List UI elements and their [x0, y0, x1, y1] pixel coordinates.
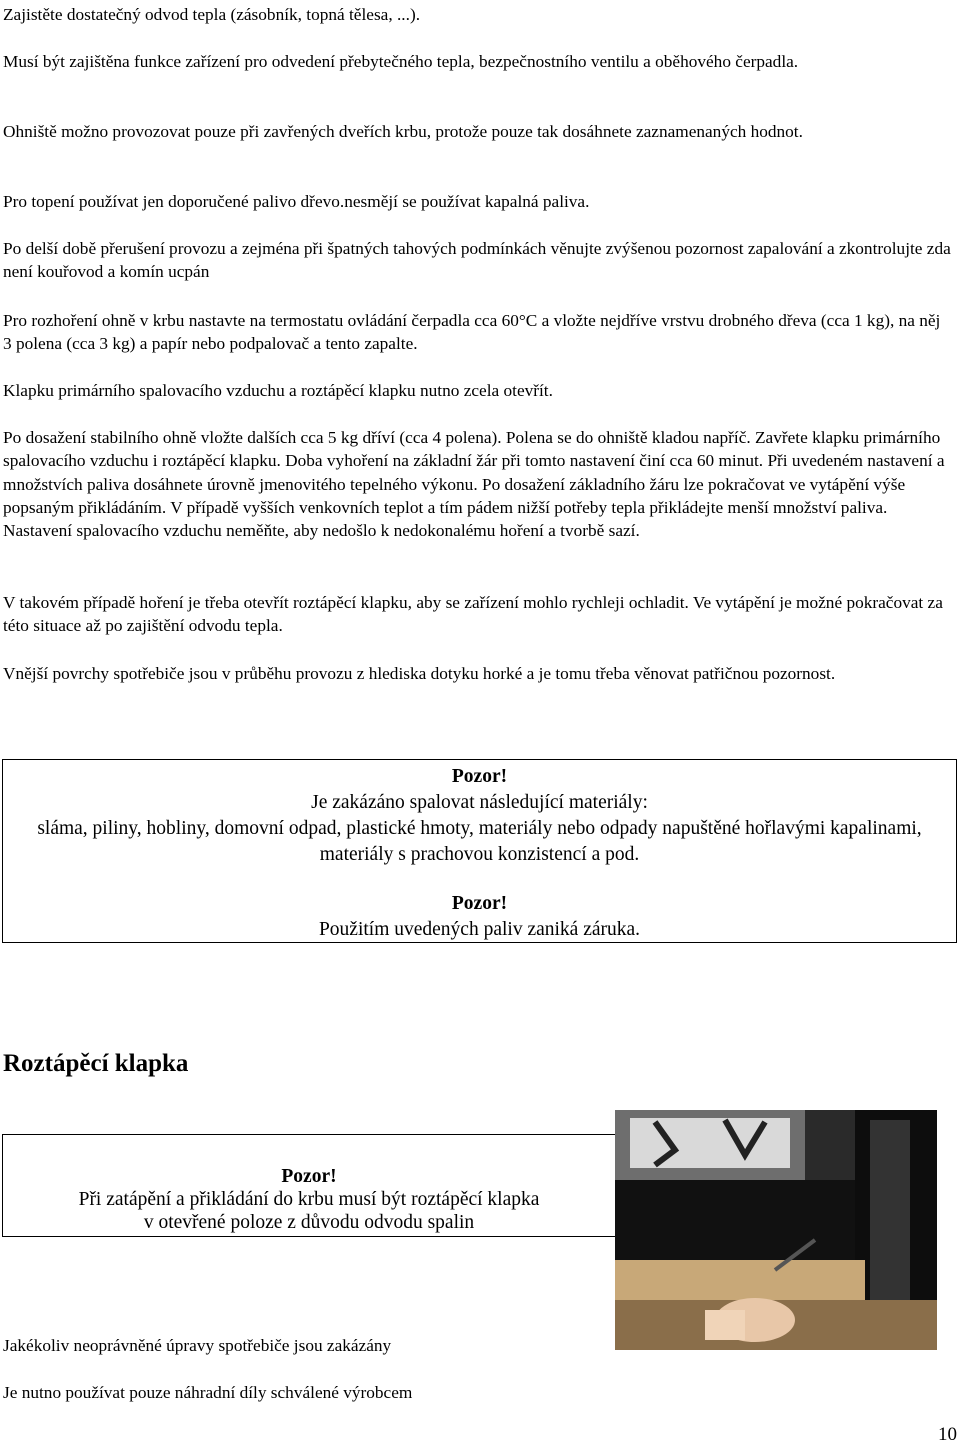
damper-warning-title: Pozor!	[281, 1166, 337, 1187]
paragraph-fuel: Pro topení používat jen doporučené palivo dřevo.nesmějí se používat kapalná paliva.	[3, 192, 590, 211]
warning-title: Pozor!	[451, 766, 508, 787]
warning-title-2: Pozor!	[451, 893, 508, 914]
damper-warning-line2: v otevřené poloze z důvodu odvodu spalin	[143, 1212, 475, 1233]
damper-warning-box	[2, 1134, 615, 1237]
paragraph-stable-fire: Po dosažení stabilního ohně vložte dalších cca 5 kg dříví (cca 4 polena). Polena se do ohniště kladou napříč. Zavřete klapku primárního spalovacího vzduchu i roztápěcí klapku. Doba vyhoření na základní žár při tomto nastavení činí cca 60 minut. Při uvedeném nastavení a množstvích paliva dosáhnete úrovně jmenovitého tepelného výkonu. Po dosažení základního žáru lze pokračovat ve vytápění výše popsaným přikládáním. V případě vyšších venkovních teplot a tím pádem nižší potřeby tepla přikládejte menší množství paliva. Nastavení spalovacího vzduchu neměňte, aby nedošlo k nedokonalému hoření a tvorbě sazí.	[3, 428, 945, 541]
fireplace-photo-illustration	[615, 1110, 937, 1350]
paragraph-closed-doors: Ohniště možno provozovat pouze při zavřených dveřích krbu, protože pouze tak dosáhnete zaznamenaných hodnot.	[3, 122, 803, 141]
paragraph-open-flaps: Klapku primárního spalovacího vzduchu a roztápěcí klapku nutno zcela otevřít.	[3, 381, 553, 400]
footer-line-spare-parts: Je nutno používat pouze náhradní díly schválené výrobcem	[3, 1383, 413, 1402]
paragraph-long-pause: Po delší době přerušení provozu a zejména při špatných tahových podmínkách věnujte zvýšenou pozornost zapalování a zkontrolujte zda není kouřovod a komín ucpán	[3, 239, 951, 282]
paragraph-safety-function: Musí být zajištěna funkce zařízení pro odvedení přebytečného tepla, bezpečnostního ventilu a oběhového čerpadla.	[3, 52, 799, 71]
forbidden-materials-list: sláma, piliny, hobliny, domovní odpad, plastické hmoty, materiály nebo odpady napuštěné hořlavými kapalinami, materiály s prachovou konzistencí a pod.	[37, 818, 922, 865]
fireplace-damper-photo	[615, 1110, 937, 1350]
damper-warning-line1: Při zatápění a přikládání do krbu musí být roztápěcí klapka	[78, 1189, 540, 1210]
paragraph-overheat: V takovém případě hoření je třeba otevřít roztápěcí klapku, aby se zařízení mohlo rychleji ochladit. Ve vytápění je možné pokračovat za této situace až po zajištění odvodu tepla.	[3, 593, 943, 636]
footer-line-modifications: Jakékoliv neoprávněné úpravy spotřebiče jsou zakázány	[3, 1336, 392, 1355]
paragraph-heat-removal: Zajistěte dostatečný odvod tepla (zásobník, topná tělesa, ...).	[3, 5, 421, 24]
forbidden-materials-warning-box	[2, 759, 957, 943]
warning-line: Je zakázáno spalovat následující materiály:	[311, 792, 648, 813]
paragraph-ignition: Pro rozhoření ohně v krbu nastavte na termostatu ovládání čerpadla cca 60°C a vložte nejdříve vrstvu drobného dřeva (cca 1 kg), na něj 3 polena (cca 3 kg) a papír nebo podpalovač a tento zapalte.	[3, 311, 941, 354]
section-heading: Roztápěcí klapka	[3, 1050, 189, 1077]
page-number: 10	[938, 1424, 957, 1445]
warranty-void-line: Použitím uvedených paliv zaniká záruka.	[318, 919, 641, 940]
paragraph-hot-surfaces: Vnější povrchy spotřebiče jsou v průběhu provozu z hlediska dotyku horké a je tomu třeba věnovat patřičnou pozornost.	[3, 664, 836, 683]
